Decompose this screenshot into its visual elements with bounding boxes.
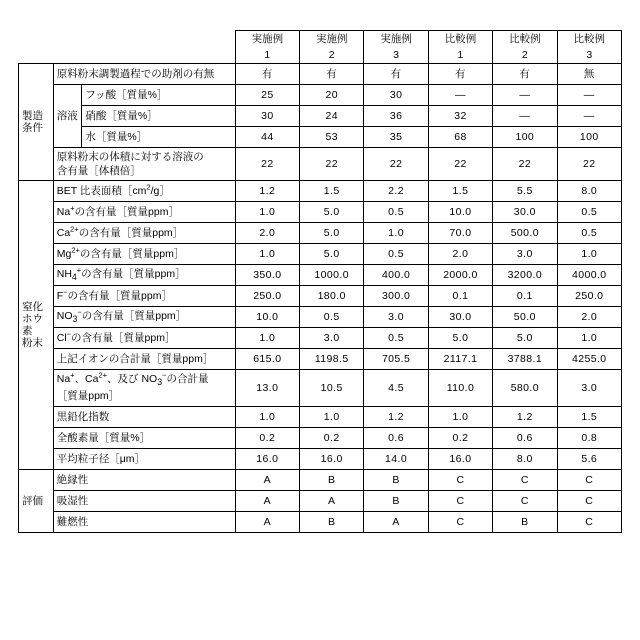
cell: 1.0 xyxy=(235,244,299,265)
cell: 2117.1 xyxy=(428,349,492,370)
category-manufacturing-line1: 製造 xyxy=(22,110,43,123)
cell: 8.0 xyxy=(557,181,621,202)
cell: 1.0 xyxy=(235,406,299,427)
cell: 5.0 xyxy=(300,223,364,244)
column-header-4 xyxy=(493,31,557,64)
cell: 50.0 xyxy=(493,307,557,328)
cell: 68 xyxy=(428,127,492,148)
cell: 0.8 xyxy=(557,427,621,448)
cell: 3.0 xyxy=(300,328,364,349)
cell: 0.6 xyxy=(364,427,428,448)
cell: 25 xyxy=(235,85,299,106)
cell: 5.0 xyxy=(493,328,557,349)
cell: 4.5 xyxy=(364,370,428,406)
row-label: $Mg^{2+}$の含有量［質量ppm］ xyxy=(53,244,235,265)
cell: — xyxy=(493,85,557,106)
cell: B xyxy=(364,490,428,511)
cell: — xyxy=(428,85,492,106)
table-row xyxy=(19,448,622,469)
cell: 1.5 xyxy=(300,181,364,202)
column-header-1-title: 実施例 xyxy=(315,33,348,45)
cell: A xyxy=(300,490,364,511)
header-spacer-category xyxy=(19,31,54,64)
cell: C xyxy=(428,469,492,490)
cell: 1198.5 xyxy=(300,349,364,370)
row-label: 水［質量%］ xyxy=(82,127,235,148)
cell: C xyxy=(557,469,621,490)
cell: 8.0 xyxy=(493,448,557,469)
column-header-3-title: 比較例 xyxy=(444,33,477,45)
cell: 0.6 xyxy=(493,427,557,448)
cell: 110.0 xyxy=(428,370,492,406)
table-row xyxy=(19,202,622,223)
row-label: F−の含有量［質量ppm］ xyxy=(53,286,235,307)
cell: 2.0 xyxy=(235,223,299,244)
cell: 有 xyxy=(428,64,492,85)
cell: 30 xyxy=(364,85,428,106)
cell: — xyxy=(557,106,621,127)
cell: 4000.0 xyxy=(557,265,621,286)
cell: 0.5 xyxy=(364,244,428,265)
cell: 36 xyxy=(364,106,428,127)
row-label: 原料粉末調製過程での助剤の有無 xyxy=(53,64,235,85)
cell: 0.1 xyxy=(428,286,492,307)
cell: 400.0 xyxy=(364,265,428,286)
row-label: 硝酸［質量%］ xyxy=(82,106,235,127)
cell: 705.5 xyxy=(364,349,428,370)
row-label: 難燃性 xyxy=(53,511,235,532)
category-powder-line3: 粉末 xyxy=(22,337,43,350)
cell: 5.6 xyxy=(557,448,621,469)
column-header-1-number: 2 xyxy=(328,49,335,62)
table-row xyxy=(19,349,622,370)
cell: 2.2 xyxy=(364,181,428,202)
row-label: Cl−の含有量［質量ppm］ xyxy=(53,328,235,349)
cell: 580.0 xyxy=(493,370,557,406)
table-row xyxy=(19,148,622,181)
column-header-3 xyxy=(428,31,492,64)
cell: 有 xyxy=(364,64,428,85)
table-row xyxy=(19,427,622,448)
table-row xyxy=(19,307,622,328)
table-row xyxy=(19,181,622,202)
patent-table-container xyxy=(18,30,622,533)
cell: A xyxy=(235,490,299,511)
cell: 0.2 xyxy=(300,427,364,448)
cell: 2000.0 xyxy=(428,265,492,286)
cell: 70.0 xyxy=(428,223,492,244)
row-label: Na+の含有量［質量ppm］ xyxy=(53,202,235,223)
cell: 1.0 xyxy=(364,223,428,244)
cell: 24 xyxy=(300,106,364,127)
cell: 0.5 xyxy=(557,223,621,244)
cell: 1.0 xyxy=(235,202,299,223)
cell: — xyxy=(493,106,557,127)
cell: 3200.0 xyxy=(493,265,557,286)
table-row xyxy=(19,286,622,307)
cell: 3.0 xyxy=(557,370,621,406)
cell: 3.0 xyxy=(493,244,557,265)
cell: 35 xyxy=(364,127,428,148)
cell: 22 xyxy=(493,148,557,181)
cell: 0.5 xyxy=(557,202,621,223)
cell: B xyxy=(493,511,557,532)
table-header-row xyxy=(19,31,622,64)
column-header-3-number: 1 xyxy=(457,49,464,62)
row-label: $NH_4^+$の含有量［質量ppm］ xyxy=(53,265,235,286)
cell: 13.0 xyxy=(235,370,299,406)
table-row xyxy=(19,223,622,244)
table-row xyxy=(19,106,622,127)
cell: 0.5 xyxy=(364,328,428,349)
cell: 2.0 xyxy=(428,244,492,265)
cell: B xyxy=(300,511,364,532)
cell: 0.1 xyxy=(493,286,557,307)
cell: 1.2 xyxy=(493,406,557,427)
cell: 20 xyxy=(300,85,364,106)
table-row xyxy=(19,490,622,511)
cell: 0.2 xyxy=(235,427,299,448)
row-label: $NO_3^-$の含有量［質量ppm］ xyxy=(53,307,235,328)
category-powder-line2: ホウ素 xyxy=(22,312,43,337)
column-header-0 xyxy=(235,31,299,64)
column-header-4-title: 比較例 xyxy=(509,33,541,45)
cell: C xyxy=(557,511,621,532)
column-header-5 xyxy=(557,31,621,64)
table-row xyxy=(19,265,622,286)
cell: 1.0 xyxy=(300,406,364,427)
column-header-0-number: 1 xyxy=(264,49,271,62)
cell: 14.0 xyxy=(364,448,428,469)
row-label: フッ酸［質量%］ xyxy=(82,85,235,106)
cell: 180.0 xyxy=(300,286,364,307)
cell: 1.5 xyxy=(557,406,621,427)
cell: 5.5 xyxy=(493,181,557,202)
cell: 16.0 xyxy=(428,448,492,469)
column-header-5-title: 比較例 xyxy=(573,33,605,45)
cell: 0.5 xyxy=(364,202,428,223)
cell: 1.0 xyxy=(557,244,621,265)
table-row xyxy=(19,469,622,490)
category-evaluation: 評価 xyxy=(19,469,54,532)
cell: 300.0 xyxy=(364,286,428,307)
cell: 16.0 xyxy=(235,448,299,469)
cell: 3.0 xyxy=(364,307,428,328)
category-powder-line1: 窒化 xyxy=(22,300,43,313)
column-header-2 xyxy=(364,31,428,64)
table-row xyxy=(19,406,622,427)
row-label: 上記イオンの合計量［質量ppm］ xyxy=(53,349,235,370)
cell: B xyxy=(364,469,428,490)
cell: 1000.0 xyxy=(300,265,364,286)
cell: 0.5 xyxy=(300,307,364,328)
cell: 1.0 xyxy=(428,406,492,427)
cell: 16.0 xyxy=(300,448,364,469)
column-header-0-title: 実施例 xyxy=(251,33,284,45)
cell: 5.0 xyxy=(300,202,364,223)
row-label: 黒鉛化指数 xyxy=(53,406,235,427)
row-label: $Ca^{2+}$の含有量［質量ppm］ xyxy=(53,223,235,244)
table-row xyxy=(19,511,622,532)
cell: 100 xyxy=(493,127,557,148)
row-label: BET 比表面積$[cm^2/g]$ xyxy=(53,181,235,202)
row-label-sum-ions: Na+、$Ca^{2+}$、及び $NO_3^-$の合計量 ［質量ppm］ xyxy=(53,370,235,406)
cell: C xyxy=(428,490,492,511)
table-row xyxy=(19,127,622,148)
cell: 10.5 xyxy=(300,370,364,406)
row-label: 平均粒子径［μm］ xyxy=(53,448,235,469)
cell: 有 xyxy=(493,64,557,85)
cell: 22 xyxy=(557,148,621,181)
cell: 500.0 xyxy=(493,223,557,244)
table-row xyxy=(19,64,622,85)
row-label: 吸湿性 xyxy=(53,490,235,511)
cell: 有 xyxy=(300,64,364,85)
table-row xyxy=(19,370,622,406)
comparison-table xyxy=(18,30,622,533)
row-label: 全酸素量［質量%］ xyxy=(53,427,235,448)
cell: 0.2 xyxy=(428,427,492,448)
cell: 1.5 xyxy=(428,181,492,202)
cell: 10.0 xyxy=(428,202,492,223)
cell: C xyxy=(428,511,492,532)
cell: 5.0 xyxy=(428,328,492,349)
cell: 5.0 xyxy=(300,244,364,265)
cell: 44 xyxy=(235,127,299,148)
cell: 無 xyxy=(557,64,621,85)
cell: 22 xyxy=(364,148,428,181)
cell: 250.0 xyxy=(557,286,621,307)
column-header-4-number: 2 xyxy=(521,49,528,62)
cell: 2.0 xyxy=(557,307,621,328)
cell: 53 xyxy=(300,127,364,148)
cell: 100 xyxy=(557,127,621,148)
cell: 1.0 xyxy=(557,328,621,349)
cell: 22 xyxy=(300,148,364,181)
column-header-2-title: 実施例 xyxy=(380,33,412,45)
cell: 4255.0 xyxy=(557,349,621,370)
cell: 250.0 xyxy=(235,286,299,307)
cell: 350.0 xyxy=(235,265,299,286)
cell: — xyxy=(557,85,621,106)
row-label-volume: 原料粉末の体積に対する溶液の 含有量［体積倍］ xyxy=(53,148,235,181)
cell: 22 xyxy=(235,148,299,181)
cell: 22 xyxy=(428,148,492,181)
cell: 1.2 xyxy=(235,181,299,202)
cell: A xyxy=(364,511,428,532)
row-group-label-solution: 溶液 xyxy=(53,85,82,148)
cell: 1.2 xyxy=(364,406,428,427)
cell: A xyxy=(235,469,299,490)
table-row xyxy=(19,85,622,106)
cell: C xyxy=(493,490,557,511)
column-header-2-number: 3 xyxy=(393,49,399,62)
header-spacer-label xyxy=(53,31,235,64)
cell: 30.0 xyxy=(428,307,492,328)
cell: 30 xyxy=(235,106,299,127)
cell: B xyxy=(300,469,364,490)
cell: 有 xyxy=(235,64,299,85)
cell: 3788.1 xyxy=(493,349,557,370)
category-manufacturing-line2: 条件 xyxy=(22,122,43,135)
cell: 1.0 xyxy=(235,328,299,349)
row-label: 絶縁性 xyxy=(53,469,235,490)
column-header-1 xyxy=(300,31,364,64)
column-header-5-number: 3 xyxy=(586,49,593,62)
cell: 30.0 xyxy=(493,202,557,223)
cell: C xyxy=(557,490,621,511)
table-row xyxy=(19,328,622,349)
category-powder xyxy=(19,181,54,469)
cell: 32 xyxy=(428,106,492,127)
cell: A xyxy=(235,511,299,532)
table-row xyxy=(19,244,622,265)
category-manufacturing xyxy=(19,64,54,181)
cell: C xyxy=(493,469,557,490)
cell: 10.0 xyxy=(235,307,299,328)
cell: 615.0 xyxy=(235,349,299,370)
